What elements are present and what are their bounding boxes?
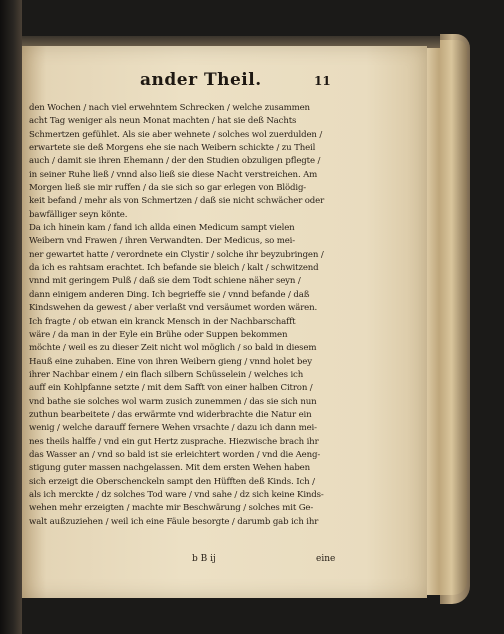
page-footer [22,554,427,572]
text-line: wäre / da man in der Eyle ein Brühe oder Suppen bekommen [29,329,288,340]
text-line: auch / damit sie ihren Ehemann / der den Studien obzuligen pflegte / [29,156,321,167]
text-line: nes theils halffe / vnd ein gut Hertz zusprache. Hiezwische brach ihr [29,436,319,447]
text-line: Schmertzen gefühlet. Als sie aber wehnete / solches wol zuerdulden / [29,129,323,140]
text-line: Ich fragte / ob etwan ein kranck Mensch in der Nachbarschafft [29,316,296,327]
text-line: da ich es rahtsam erachtet. Ich befande sie bleich / kalt / schwitzend [29,263,319,274]
text-line: wenig / welche darauff fernere Wehen vrsachte / dazu ich dann mei- [29,423,317,434]
text-line: ihrer Nachbar einem / ein flach silbern Schüsselein / welches ich [29,369,304,380]
text-line: Weibern vnd Frawen / ihren Verwandten. Der Medicus, so mei- [29,236,296,247]
text-line: keit befand / mehr als von Schmertzen / daß sie nicht schwächer oder [29,196,325,207]
text-line: Da ich hinein kam / fand ich allda einen Medicum sampt vielen [29,223,295,234]
text-line: sich erzeigt die Oberschenckeln sampt den Hüfften deß Kinds. Ich / [29,476,315,487]
text-line: als ich merckte / dz solches Tod ware / vnd sahe / dz sich keine Kinds- [29,489,324,500]
text-line: zuthun bearbeitete / das erwärmte vnd widerbrachte die Natur ein [29,409,312,420]
text-line: wehen mehr erzeigten / machte mir Beschwärung / solches mit Ge- [29,503,314,514]
signature-mark: b B ij [192,554,216,564]
text-line: bawfälliger seyn könte. [29,209,128,220]
text-line: Hauß eine zuhaben. Eine von ihren Weibern gieng / vnnd holet bey [29,356,312,367]
text-line: Morgen ließ sie mir ruffen / da sie sich so gar erlegen von Blödig- [29,183,307,194]
text-line: ner gewartet hatte / verordnete ein Clystir / solche ihr beyzubringen / [29,249,324,260]
text-line: möchte / weil es zu dieser Zeit nicht wol möglich / so bald in diesem [29,343,317,354]
page-header [22,70,427,100]
body-text [29,102,347,529]
page-number: 11 [314,74,331,88]
book-page [22,46,427,598]
text-line: vnnd mit geringem Pulß / daß sie dem Todt schiene näher seyn / [29,276,301,287]
dark-background-left [0,0,22,634]
text-line: auff ein Kohlpfanne setzte / mit dem Safft von einer halben Citron / [29,383,313,394]
text-line: das Wasser an / vnd so bald ist sie erleichtert worden / vnd die Aeng- [29,449,321,460]
text-line: walt außzuziehen / weil ich eine Fäule besorgte / darumb gab ich ihr [29,516,319,527]
text-line: vnd bathe sie solches wol warm zusich zunemmen / das sie sich nun [29,396,317,407]
running-head: ander Theil. [140,70,262,90]
text-line: dann einigem anderen Ding. Ich begrieffe sie / vnnd befande / daß [29,289,310,300]
text-line: stigung guter massen nachgelassen. Mit dem ersten Wehen haben [29,463,310,474]
text-line: erwartete sie deß Morgens ehe sie nach Weibern schickte / zu Theil [29,143,316,154]
catchword: eine [316,554,336,564]
text-line: den Wochen / nach viel erwehntem Schrecken / welche zusammen [29,103,310,113]
text-line: Kindswehen da gewest / aber verlaßt vnd versäumet worden wären. [29,303,318,314]
text-line: acht Tag weniger als neun Monat machten / hat sie deß Nachts [29,116,297,127]
text-line: in seiner Ruhe ließ / vnnd also ließ sie diese Nacht verstreichen. Am [29,169,318,180]
